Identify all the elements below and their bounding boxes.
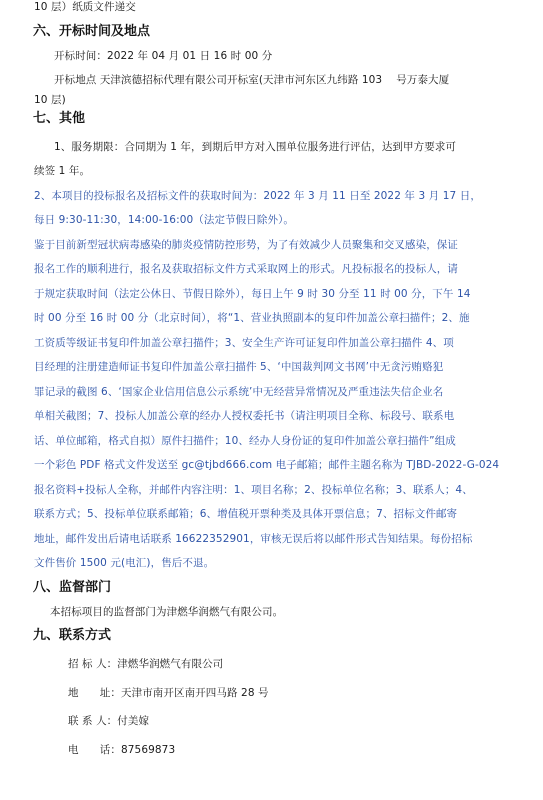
contact-person: 联 系 人：付美嫁 bbox=[68, 715, 150, 727]
registration-time-line1: 2、本项目的投标报名及招标文件的获取时间为：2022 年 3 月 11 日至 2022 年 3 月 17 日， bbox=[34, 189, 481, 202]
service-term-line1: 1、服务期限：合同期为 1 年，到期后甲方对入围单位服务进行评估，达到甲方要求可 bbox=[54, 140, 457, 153]
bid-opening-place-line2: 10 层) bbox=[34, 93, 66, 106]
epidemic-notice-line: 报名工作的顺利进行，报名及获取招标文件方式采取网上的形式。凡投标报名的投标人，请 bbox=[34, 263, 458, 275]
continuation-line: 10 层）纸质文件递交 bbox=[34, 1, 136, 13]
epidemic-notice-line: 报名资料+投标人全称，并邮件内容注明：1、项目名称；2、投标单位名称；3、联系人；4、 bbox=[34, 483, 473, 496]
epidemic-notice-line: 鉴于目前新型冠状病毒感染的肺炎疫情防控形势，为了有效减少人员聚集和交叉感染，保证 bbox=[34, 238, 458, 251]
registration-time-line2: 每日 9:30-11:30，14:00-16:00（法定节假日除外）。 bbox=[34, 214, 295, 226]
epidemic-notice-line: 时 00 分至 16 时 00 分（北京时间），将“1、营业执照副本的复印件加盖公章扫描件；2、施 bbox=[34, 312, 470, 324]
supervision-text: 本招标项目的监督部门为津燃华润燃气有限公司。 bbox=[50, 605, 284, 618]
epidemic-notice-line: 于规定获取时间（法定公休日、节假日除外），每日上午 9 时 30 分至 11 时 00 分，下午 14 bbox=[34, 287, 471, 300]
bid-opening-place-line1: 开标地点 天津滨德招标代理有限公司开标室(天津市河东区九纬路 103 号万泰大厦 bbox=[54, 74, 450, 86]
epidemic-notice-line: 话、单位邮箱，格式自拟）原件扫描件；10、经办人身份证的复印件加盖公章扫描件”组成 bbox=[34, 434, 456, 447]
epidemic-notice-line: 单相关截图；7、投标人加盖公章的经办人授权委托书（请注明项目全称、标段号、联系电 bbox=[34, 410, 455, 422]
epidemic-notice-line: 目经理的注册建造师证书复印件加盖公章扫描件 5、‘中国裁判网文书网’中无贪污贿赂犯 bbox=[34, 361, 444, 373]
section-9-heading: 九、联系方式 bbox=[33, 628, 112, 643]
section-6-heading: 六、开标时间及地点 bbox=[33, 23, 151, 39]
email-submission-line: 一个彩色 PDF 格式文件发送至 gc@tjbd666.com 电子邮箱；邮件主题名称为 TJBD-2022-G-024 bbox=[34, 459, 500, 471]
epidemic-notice-line: 工资质等级证书复印件加盖公章扫描件；3、安全生产许可证复印件加盖公章扫描件 4、项 bbox=[34, 336, 454, 349]
bid-opening-time: 开标时间：2022 年 04 月 01 日 16 时 00 分 bbox=[54, 49, 273, 62]
service-term-line2: 续签 1 年。 bbox=[34, 165, 91, 177]
contact-phone: 电 话：87569873 bbox=[68, 743, 176, 756]
epidemic-notice-line: 罪记录的截图 6、‘国家企业信用信息公示系统’中无经营异常情况及严重违法失信企业名 bbox=[34, 385, 444, 398]
bidder-address: 地 址：天津市南开区南开四马路 28 号 bbox=[68, 686, 269, 699]
phone-contact-line: 地址，邮件发出后请电话联系 16622352901，审核无误后将以邮件形式告知结果。每份招标 bbox=[34, 532, 473, 545]
epidemic-notice-line: 联系方式；5、投标单位联系邮箱；6、增值税开票种类及具体开票信息；7、招标文件邮寄 bbox=[34, 508, 458, 520]
section-8-heading: 八、监督部门 bbox=[33, 579, 112, 595]
document-price-line: 文件售价 1500 元(电汇)，售后不退。 bbox=[34, 557, 215, 569]
section-7-heading: 七、其他 bbox=[33, 110, 86, 126]
bidder-name: 招 标 人：津燃华润燃气有限公司 bbox=[68, 658, 224, 670]
